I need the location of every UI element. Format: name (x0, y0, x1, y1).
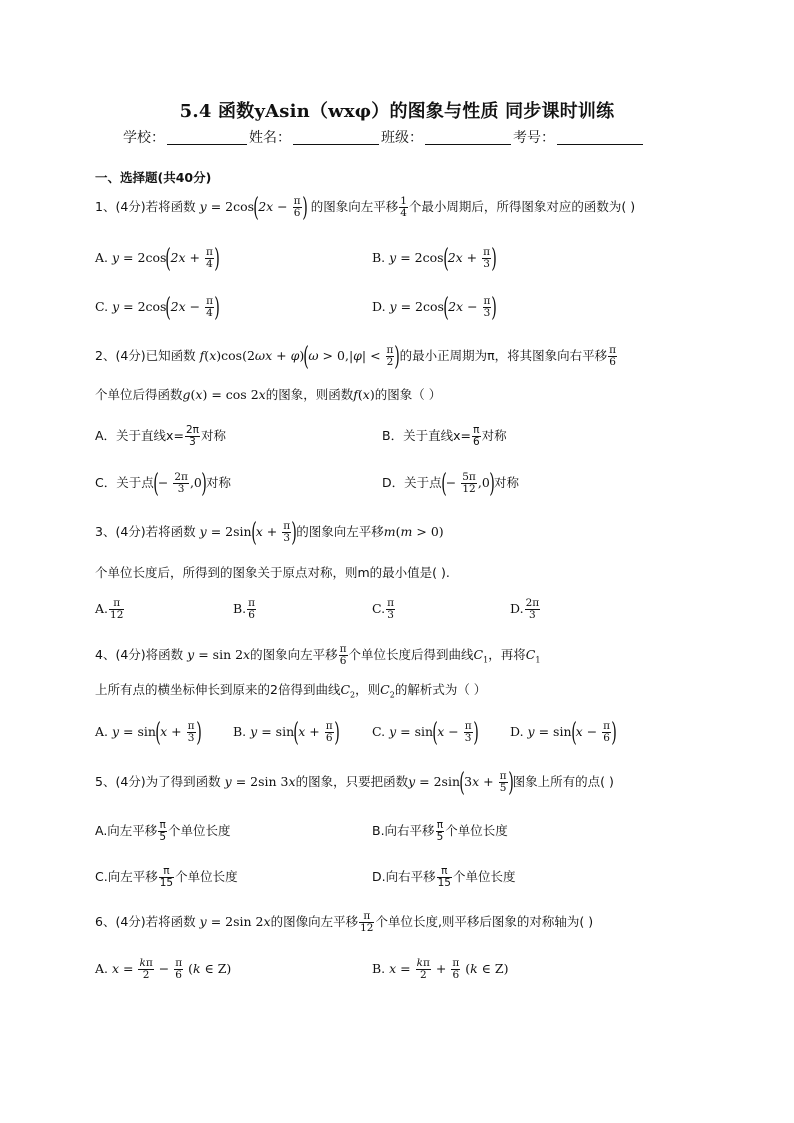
school-label: 学校： (123, 130, 165, 146)
question-3: 3、(4分)若将函数 y = 2sin(x + $\frac{\pi}{3}$ )的图象向左平移m(m > 0) (95, 517, 444, 548)
option-a[interactable]: A. y = sin(x + $\frac{\pi}{3}$ ) (95, 717, 202, 748)
question-number: 2、(4分)已知函数 (95, 348, 196, 363)
number-field[interactable] (557, 130, 643, 145)
question-text: 的图象（ ） (374, 387, 442, 402)
page-title: 5.4 函数yAsin（wxφ）的图象与性质 同步课时训练 (179, 101, 615, 122)
option-a[interactable]: A．关于直线x= $\frac{2\pi}{3}$ 对称 (95, 424, 226, 448)
option-d[interactable]: D．关于点(− $\frac{5\pi}{12}$ ,0)对称 (382, 468, 519, 499)
option-a[interactable]: A. y = 2cos(2x + $\frac{\pi}{4}$ ) (95, 243, 220, 274)
question-4-line-2: 上所有点的横坐标伸长到原来的2倍得到曲线$C_2$，则$C_2$的解析式为（ ） (95, 682, 487, 700)
math-expression: y = 2cos(2x − $\frac{\pi}{6}$ ) (199, 192, 308, 223)
question-text: 的最小正周期为π，将其图象向右平移 (399, 348, 608, 363)
option-label: C. (95, 299, 109, 314)
option-a[interactable]: A. x = $\frac{k\pi}{2}$ − $\frac{\pi}{6}$ (k ∈ Z) (95, 957, 232, 981)
question-number: 5、(4分)为了得到函数 (95, 774, 221, 789)
option-label: D. (372, 299, 386, 314)
option-d[interactable]: D.向右平移 $\frac{\pi}{15}$ 个单位长度 (372, 865, 516, 889)
number-label: 考号： (513, 130, 555, 146)
option-c[interactable]: C.向左平移 $\frac{\pi}{15}$ 个单位长度 (95, 865, 238, 889)
question-text: 个单位后得函数 (95, 387, 183, 402)
option-b[interactable]: B. y = sin(x + $\frac{\pi}{6}$ ) (233, 717, 340, 748)
question-text: 的图象，则函数 (265, 387, 354, 402)
question-text: 的图象向左平移 (296, 524, 384, 539)
option-d[interactable]: D. y = sin(x − $\frac{\pi}{6}$ ) (510, 717, 617, 748)
school-field[interactable] (167, 130, 247, 145)
student-info-line (123, 127, 645, 147)
option-b[interactable]: B. x = $\frac{k\pi}{2}$ + $\frac{\pi}{6}$ (k ∈ Z) (372, 957, 509, 981)
question-2-line-2: 个单位后得函数g(x) = cos 2x的图象，则函数f(x)的图象（ ） (95, 387, 442, 402)
question-1 (95, 192, 636, 223)
question-number: 1、(4分)若将函数 (95, 199, 196, 214)
option-c[interactable]: C．关于点(− $\frac{2\pi}{3}$ ,0)对称 (95, 468, 232, 499)
fraction: $\frac{\pi}{6}$ (609, 344, 617, 368)
class-field[interactable] (425, 130, 511, 145)
option-label: B. (372, 250, 386, 265)
option-c[interactable]: C. y = sin(x − $\frac{\pi}{3}$ ) (372, 717, 479, 748)
question-text: 个最小周期后，所得图象对应的函数为( ) (408, 199, 636, 214)
section-heading: 一、选择题(共40分) (95, 170, 212, 185)
math-expression: f(x)cos(2ωx + φ)(ω > 0,|φ| < $\frac{\pi}{2}$ ) (199, 341, 401, 372)
option-c[interactable]: C. $\frac{\pi}{3}$ (372, 597, 394, 621)
option-label: A. (95, 250, 109, 265)
question-5: 5、(4分)为了得到函数 y = 2sin 3x的图象，只要把函数y = 2sin(3x + $\frac{\pi}{5}$ )图象上所有的点( ) (95, 767, 614, 798)
question-2 (95, 341, 618, 372)
option-c[interactable]: C. y = 2cos(2x − $\frac{\pi}{4}$ ) (95, 292, 220, 323)
question-6: 6、(4分)若将函数 y = 2sin 2x的图像向左平移 $\frac{\pi}{12}$ 个单位长度,则平移后图象的对称轴为( ) (95, 910, 594, 934)
question-number: 3、(4分)若将函数 (95, 524, 196, 539)
option-d[interactable]: D. $\frac{2\pi}{3}$ (510, 597, 540, 621)
class-label: 班级： (381, 130, 423, 146)
question-text: 的图象向左平移 (310, 199, 399, 214)
name-label: 姓名： (249, 130, 291, 146)
question-4: 4、(4分)将函数 y = sin 2x的图象向左平移 $\frac{\pi}{6}$ 个单位长度后得到曲线$C_1$，再将$C_1$ (95, 643, 541, 667)
option-d[interactable]: D. y = 2cos(2x − $\frac{\pi}{3}$ ) (372, 292, 498, 323)
option-b[interactable]: B. y = 2cos(2x + $\frac{\pi}{3}$ ) (372, 243, 497, 274)
question-3-line-2: 个单位长度后，所得到的图象关于原点对称，则m的最小值是( ). (95, 565, 450, 580)
name-field[interactable] (293, 130, 379, 145)
option-b[interactable]: B.向右平移 $\frac{\pi}{5}$ 个单位长度 (372, 819, 508, 843)
question-number: 4、(4分)将函数 (95, 647, 184, 662)
option-b[interactable]: B. $\frac{\pi}{6}$ (233, 597, 256, 621)
option-a[interactable]: A.向左平移 $\frac{\pi}{5}$ 个单位长度 (95, 819, 231, 843)
option-b[interactable]: B．关于直线x= $\frac{\pi}{6}$ 对称 (382, 424, 507, 448)
fraction: $\frac{1}{4}$ (400, 195, 407, 219)
question-number: 6、(4分)若将函数 (95, 914, 196, 929)
option-a[interactable]: A. $\frac{\pi}{12}$ (95, 597, 124, 621)
